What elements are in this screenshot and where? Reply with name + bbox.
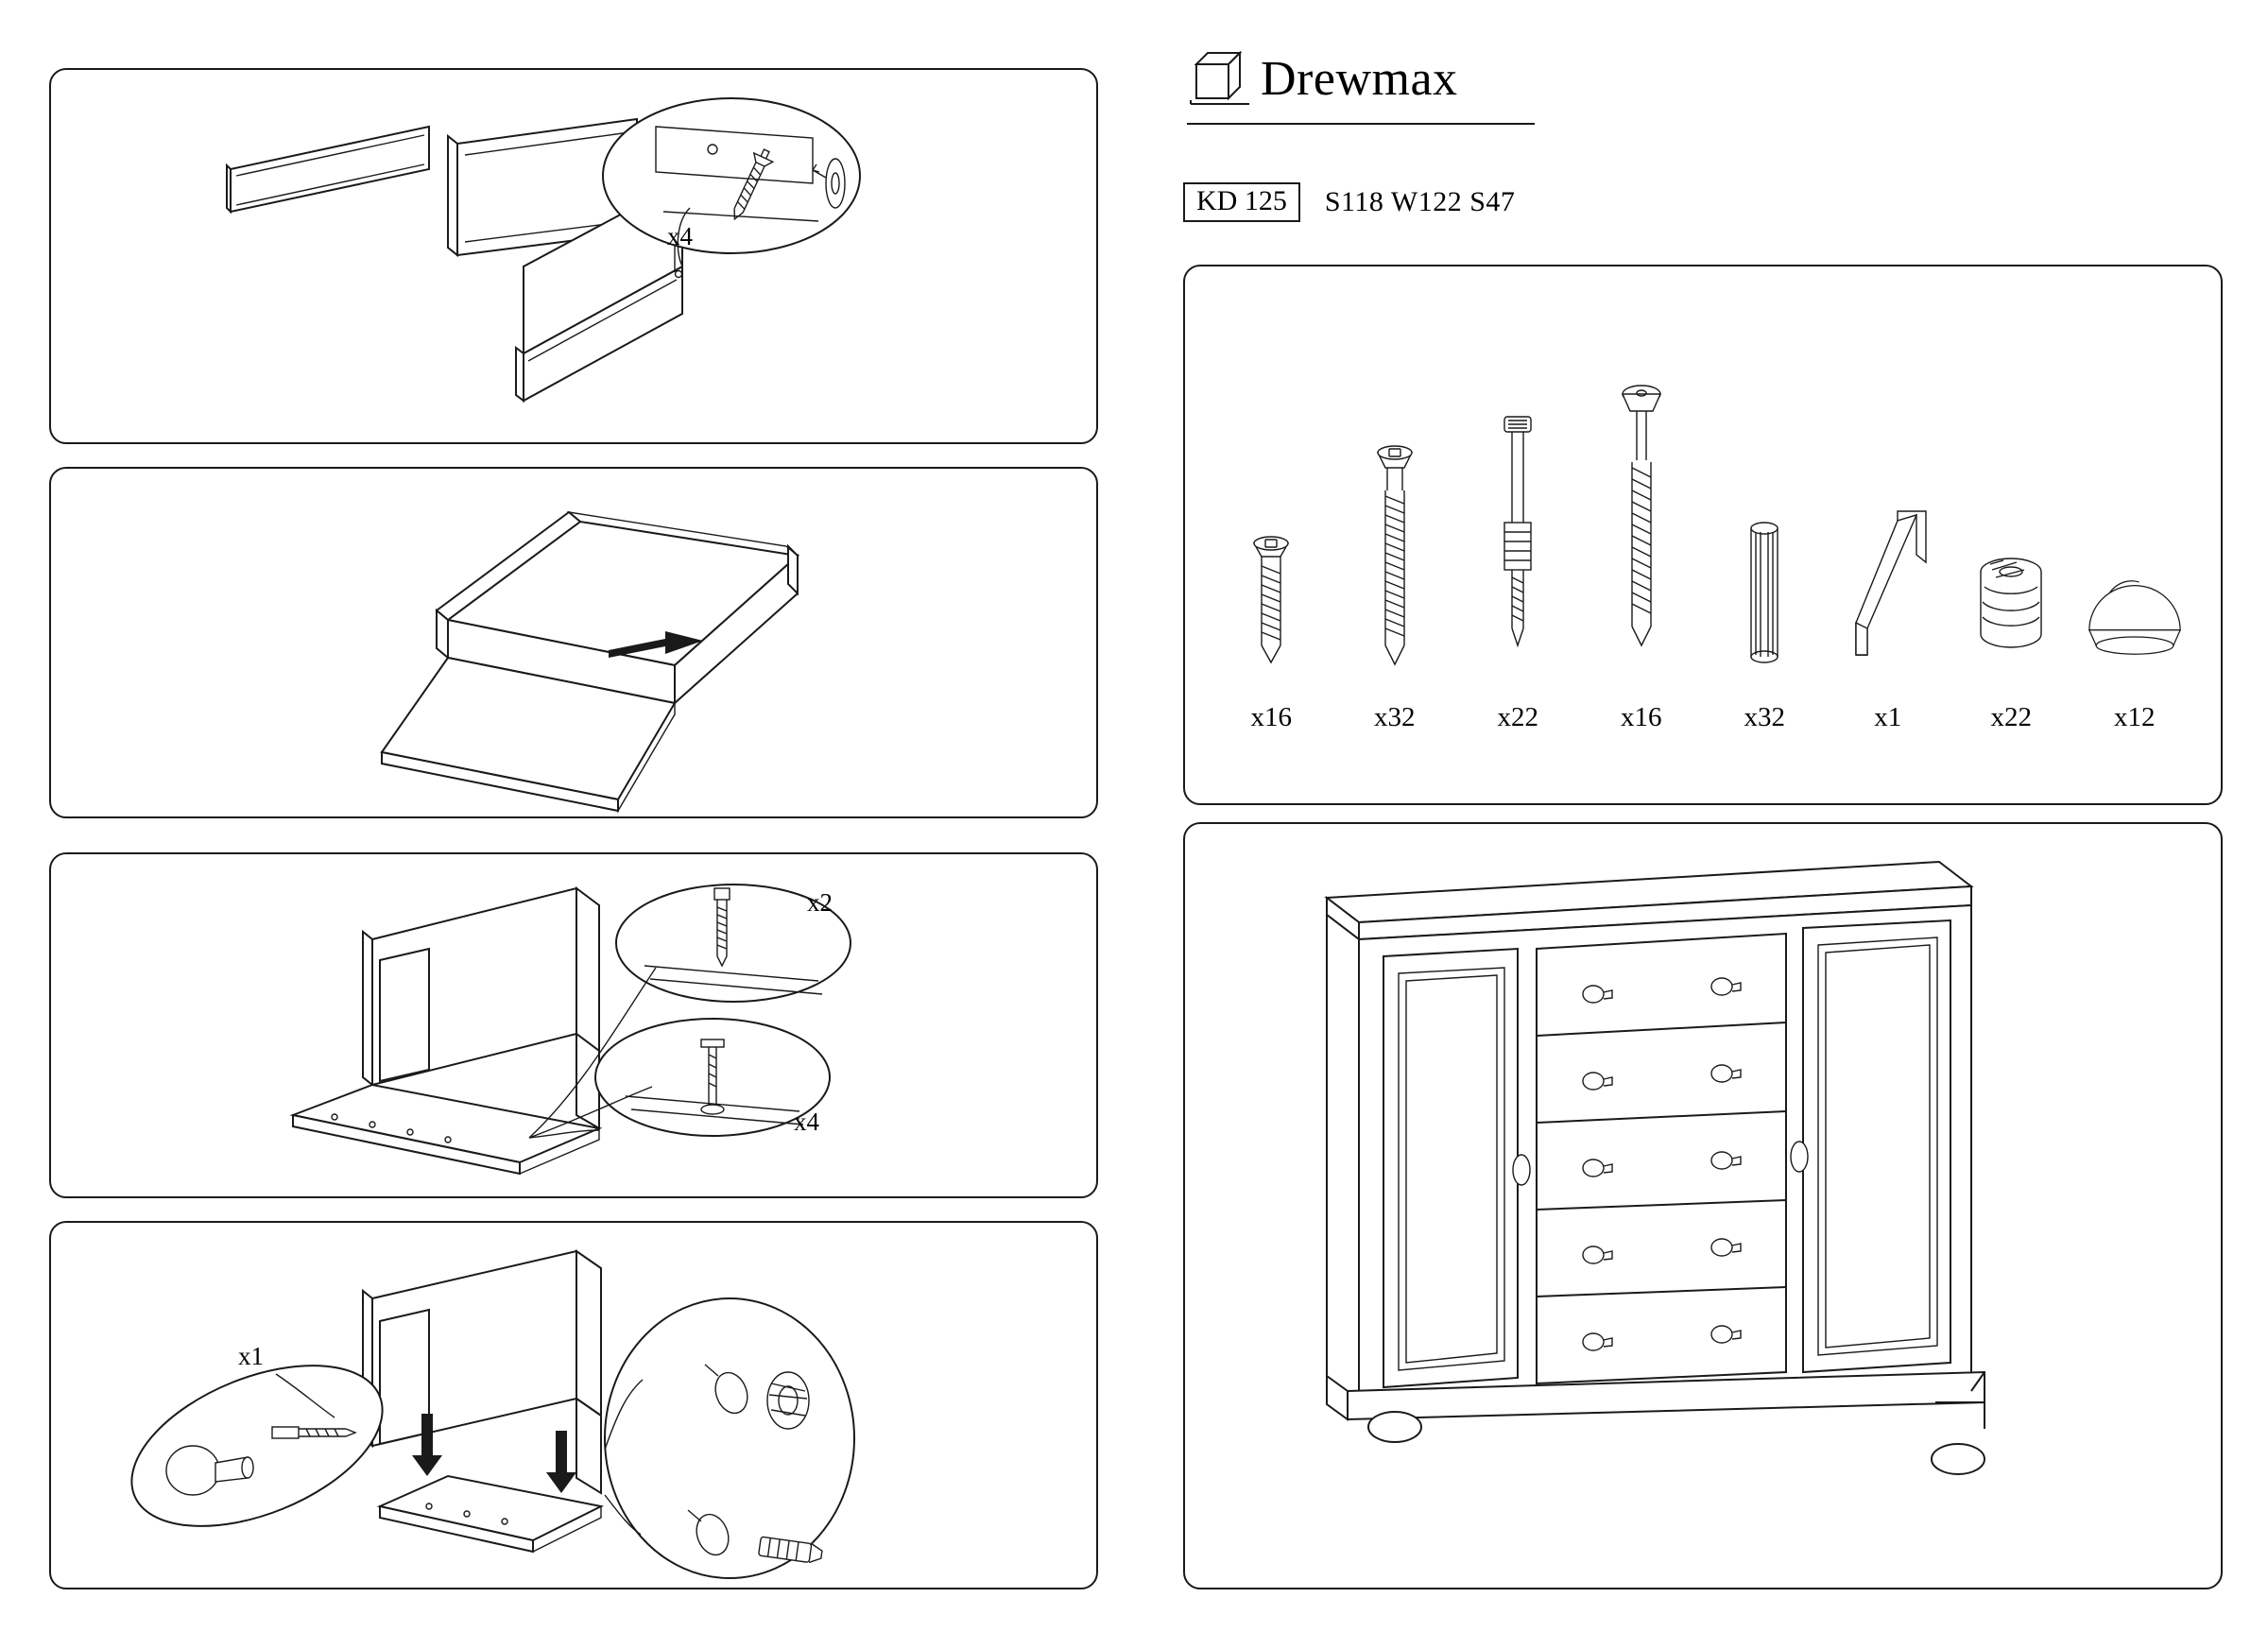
part-item	[1832, 295, 1944, 803]
model-dimensions: S118 W122 S47	[1324, 186, 1516, 217]
step-panel-3	[49, 852, 1098, 1198]
part-qty: x1	[1874, 702, 1902, 732]
step-3-callout-label-2: x4	[794, 1108, 819, 1136]
cam-lock-icon	[1955, 295, 2067, 685]
model-code: KD 125	[1183, 182, 1300, 222]
allen-key-icon	[1832, 295, 1944, 685]
step-2-illustration	[51, 469, 1096, 816]
cube-logo-icon	[1183, 43, 1255, 115]
part-qty: x16	[1621, 702, 1662, 732]
part-item	[1955, 295, 2067, 803]
step-4-illustration	[51, 1223, 1096, 1588]
part-qty: x22	[1990, 702, 2032, 732]
part-item	[1709, 295, 1820, 803]
part-item	[1339, 295, 1451, 803]
model-row	[1183, 180, 1515, 225]
step-4-callout-label: x1	[238, 1342, 264, 1370]
brand-underline	[1187, 123, 1535, 125]
step-panel-1	[49, 68, 1098, 444]
part-item	[1462, 295, 1573, 803]
knob-handle-icon	[2079, 295, 2191, 685]
confirmat-screw-icon	[1462, 295, 1573, 685]
part-qty: x12	[2114, 702, 2156, 732]
parts-list-panel	[1183, 265, 2223, 805]
step-1-callout-label: x4	[667, 222, 693, 250]
brand-header	[1183, 38, 1561, 142]
step-1-illustration	[51, 70, 1096, 442]
part-qty: x16	[1250, 702, 1292, 732]
part-qty: x22	[1497, 702, 1538, 732]
part-item	[1215, 295, 1327, 803]
wood-screw-long-icon	[1339, 295, 1451, 685]
brand-name: Drewmax	[1261, 52, 1458, 106]
step-3-callout-label-1: x2	[807, 888, 833, 917]
part-item	[2079, 295, 2191, 803]
euro-screw-long-icon	[1586, 295, 1697, 685]
part-item	[1586, 295, 1697, 803]
product-illustration-panel	[1183, 822, 2223, 1589]
part-qty: x32	[1744, 702, 1785, 732]
part-qty: x32	[1374, 702, 1416, 732]
step-panel-4	[49, 1221, 1098, 1589]
wooden-dowel-icon	[1709, 295, 1820, 685]
step-panel-2	[49, 467, 1098, 818]
step-3-illustration	[51, 854, 1096, 1196]
wood-screw-short-icon	[1215, 295, 1327, 685]
assembled-dresser-illustration	[1185, 824, 2221, 1588]
